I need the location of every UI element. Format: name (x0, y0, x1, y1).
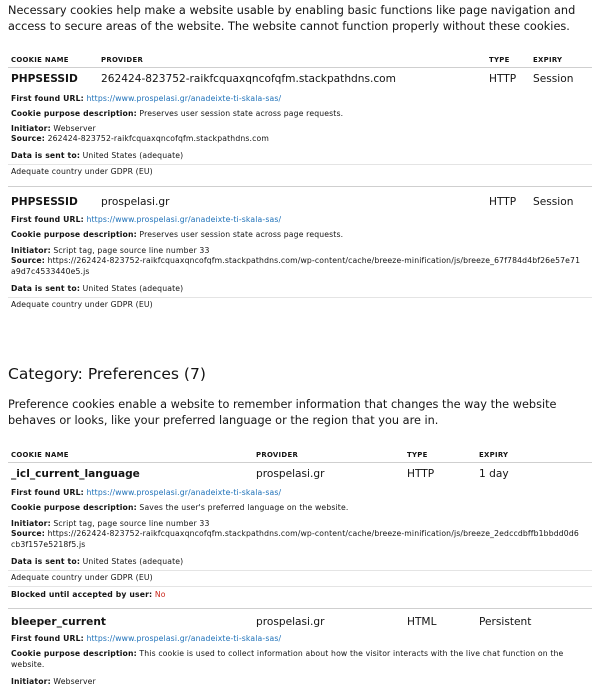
cookie-name: bleeper_current (11, 616, 106, 628)
first-found-url: First found URL: https://www.prospelasi.gr/anadeixte-ti-skala-sas/ (11, 215, 282, 224)
adequacy-note: Adequate country under GDPR (EU) (11, 300, 153, 309)
col-provider: PROVIDER (256, 451, 299, 459)
cookie-initiator: Initiator: Webserver (11, 677, 96, 686)
divider (8, 462, 592, 463)
data-sent-to: Data is sent to: United States (adequate) (11, 151, 184, 160)
col-cookie-name: COOKIE NAME (11, 451, 69, 459)
first-found-link[interactable]: https://www.prospelasi.gr/anadeixte-ti-skala-sas/ (86, 94, 282, 103)
cookie-type: HTTP (489, 73, 517, 85)
adequacy-note: Adequate country under GDPR (EU) (11, 167, 153, 176)
preferences-description: Preference cookies enable a website to remember information that changes the way the website behaves or looks, like your preferred language or the region that you are in. (8, 398, 557, 427)
cookie-initiator: Initiator: Script tag, page source line number 33 (11, 246, 210, 255)
divider (8, 586, 592, 587)
cookie-purpose: Cookie purpose description: This cookie is used to collect information about how the visitor interacts with the live chat function on the website. (11, 649, 564, 669)
cookie-name: _icl_current_language (11, 468, 140, 480)
first-found-url: First found URL: https://www.prospelasi.gr/anadeixte-ti-skala-sas/ (11, 94, 282, 103)
cookie-provider: prospelasi.gr (256, 468, 325, 480)
col-expiry: EXPIRY (533, 56, 563, 64)
blocked-until-accepted: Blocked until accepted by user: No (11, 590, 166, 599)
cookie-expiry: Persistent (479, 616, 532, 628)
divider (8, 67, 592, 68)
cookie-purpose: Cookie purpose description: Preserves user session state across page requests. (11, 230, 344, 239)
col-cookie-name: COOKIE NAME (11, 56, 69, 64)
cookie-row (8, 615, 592, 631)
col-type: TYPE (489, 56, 510, 64)
cookie-initiator: Initiator: Webserver (11, 124, 96, 133)
cookie-source: Source: 262424-823752-raikfcquaxqncofqfm.stackpathdns.com (11, 134, 269, 143)
cookie-row (8, 195, 592, 211)
data-sent-to: Data is sent to: United States (adequate) (11, 557, 184, 566)
cookie-provider: 262424-823752-raikfcquaxqncofqfm.stackpathdns.com (101, 73, 396, 85)
cookie-type: HTTP (407, 468, 435, 480)
col-provider: PROVIDER (101, 56, 144, 64)
category-title: Category: Preferences (7) (8, 365, 206, 383)
first-found-link[interactable]: https://www.prospelasi.gr/anadeixte-ti-skala-sas/ (86, 488, 282, 497)
cookie-expiry: Session (533, 73, 574, 85)
necessary-description: Necessary cookies help make a website usable by enabling basic functions like page navigation and access to secure areas of the website. The website cannot function properly without these cookies. (8, 4, 576, 33)
cookie-purpose: Cookie purpose description: Preserves user session state across page requests. (11, 109, 344, 118)
divider (8, 570, 592, 571)
adequacy-note: Adequate country under GDPR (EU) (11, 573, 153, 582)
data-sent-to: Data is sent to: United States (adequate) (11, 284, 184, 293)
cookie-provider: prospelasi.gr (256, 616, 325, 628)
blocked-value: No (154, 590, 166, 599)
cookie-name: PHPSESSID (11, 196, 78, 208)
cookie-type: HTTP (489, 196, 517, 208)
cookie-name: PHPSESSID (11, 73, 78, 85)
first-found-link[interactable]: https://www.prospelasi.gr/anadeixte-ti-skala-sas/ (86, 215, 282, 224)
cookie-source: Source: https://262424-823752-raikfcquaxqncofqfm.stackpathdns.com/wp-content/cache/breeze-minification/js/breeze_67f784d4bf26e57e71a9d7c4533440e5.js (11, 256, 581, 276)
first-found-link[interactable]: https://www.prospelasi.gr/anadeixte-ti-skala-sas/ (86, 634, 282, 643)
cookie-expiry: 1 day (479, 468, 509, 480)
cookie-provider: prospelasi.gr (101, 196, 170, 208)
col-type: TYPE (407, 451, 428, 459)
cookie-source: Source: https://262424-823752-raikfcquaxqncofqfm.stackpathdns.com/wp-content/cache/breeze-minification/js/breeze_2edccdbffb1bbdd0d6cb3f157e5218f5.js (11, 529, 579, 549)
cookie-row (8, 72, 592, 88)
first-found-url: First found URL: https://www.prospelasi.gr/anadeixte-ti-skala-sas/ (11, 634, 282, 643)
divider (8, 186, 592, 187)
divider (8, 608, 592, 609)
first-found-url: First found URL: https://www.prospelasi.gr/anadeixte-ti-skala-sas/ (11, 488, 282, 497)
divider (8, 297, 592, 298)
cookie-initiator: Initiator: Script tag, page source line number 33 (11, 519, 210, 528)
divider (8, 164, 592, 165)
cookie-type: HTML (407, 616, 437, 628)
cookie-expiry: Session (533, 196, 574, 208)
col-expiry: EXPIRY (479, 451, 509, 459)
cookie-row (8, 467, 592, 483)
cookie-purpose: Cookie purpose description: Saves the user's preferred language on the website. (11, 503, 349, 512)
